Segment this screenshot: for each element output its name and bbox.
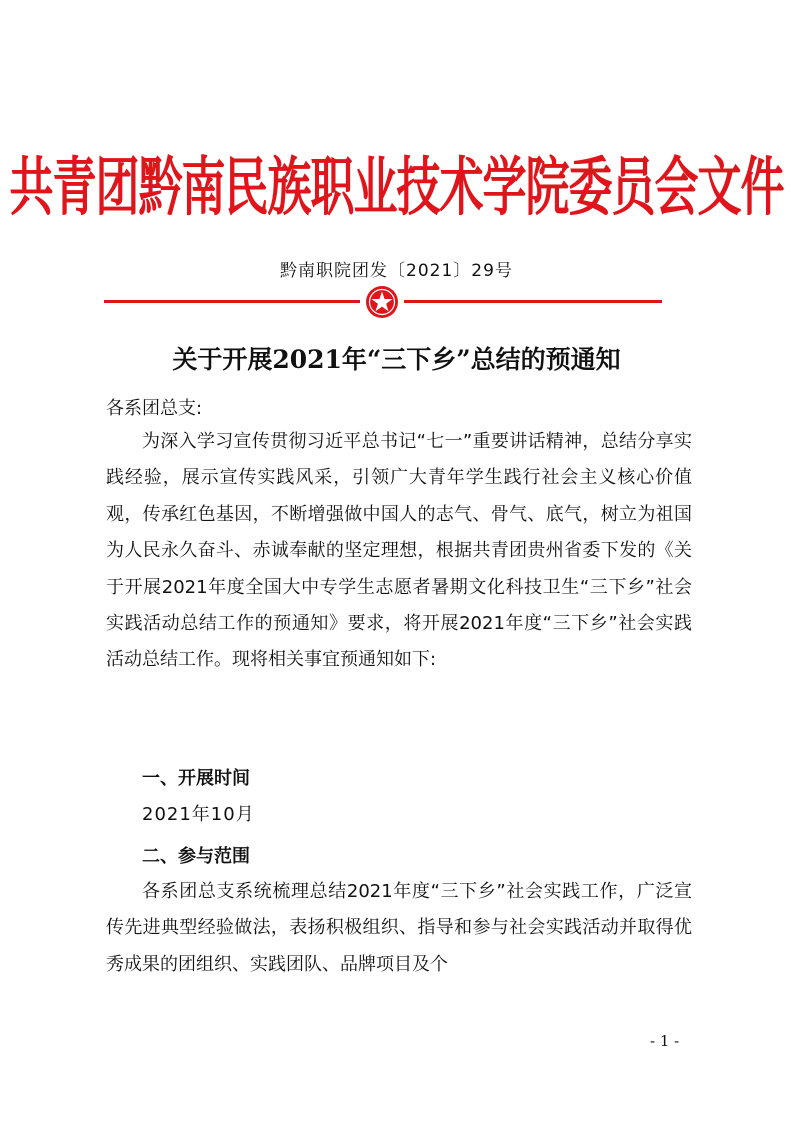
- page-number: - 1 -: [650, 1032, 680, 1050]
- salutation: 各系团总支:: [106, 398, 203, 419]
- section-content-scope: 各系团总支系统梳理总结2021年度“三下乡”社会实践工作，广泛宣传先进典型经验做法，表扬积极组织、指导和参与社会实践活动并取得优秀成果的团组织、实践团队、品牌项目及个: [106, 881, 692, 975]
- section-content-time: 2021年10月: [142, 804, 255, 825]
- masthead-title: 共青团黔南民族职业技术学院委员会文件: [9, 150, 784, 225]
- section-heading-time: 一、开展时间: [142, 768, 250, 789]
- intro-paragraph: 为深入学习宣传贯彻习近平总书记“七一”重要讲话精神，总结分享实践经验，展示宣传实践风采，引领广大青年学生践行社会主义核心价值观，传承红色基因，不断增强做中国人的志气、骨气、底气，树立为祖国为人民永久奋斗、赤诚奉献的坚定理想，根据共青团贵州省委下发的《关于开展2021年度全国大中专学生志愿者暑期文化科技卫生“三下乡”社会实践活动总结工作的预通知》要求，将开展2021年度“三下乡”社会实践活动总结工作。现将相关事宜预通知如下:: [106, 431, 692, 671]
- document-number: 黔南职院团发〔2021〕29号: [280, 261, 513, 281]
- section-heading-scope: 二、参与范围: [142, 846, 250, 867]
- header-divider-left: [104, 300, 360, 303]
- header-divider-right: [404, 300, 662, 303]
- red-star-circle-icon: [364, 284, 400, 320]
- notice-title: 关于开展2021年“三下乡”总结的预通知: [172, 345, 621, 374]
